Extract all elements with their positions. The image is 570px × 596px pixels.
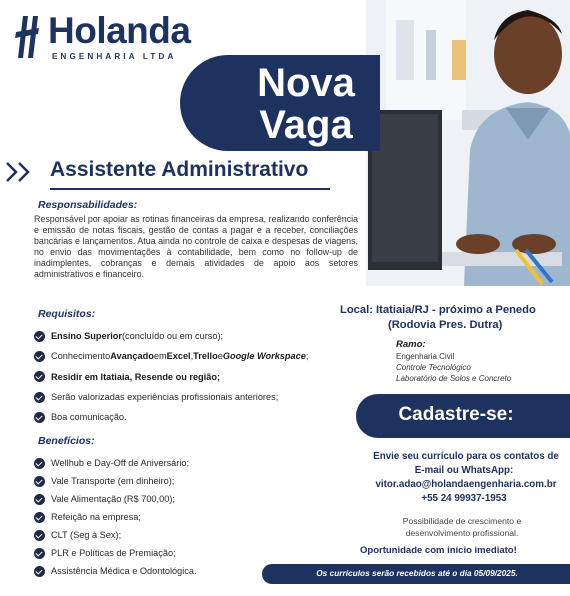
- item-text: em: [153, 351, 167, 362]
- check-icon: [34, 512, 45, 523]
- item-text: (concluído ou em curso);: [121, 331, 224, 342]
- location-line-2: (Rodovia Pres. Dutra): [388, 319, 503, 331]
- double-chevron-icon: [4, 160, 34, 184]
- contact-line-1: Envie seu currículo para os contatos de: [373, 451, 559, 462]
- badge-line-1: Nova: [257, 61, 355, 105]
- item-text: Boa comunicação.: [51, 412, 127, 423]
- item-bold: Avançado: [110, 351, 154, 362]
- check-icon: [34, 331, 45, 342]
- growth-line-1: Possibilidade de crescimento e: [402, 516, 522, 526]
- item-bold: Ensino Superior: [51, 331, 122, 342]
- check-icon: [34, 494, 45, 505]
- check-icon: [34, 566, 45, 577]
- item-text: e: [217, 351, 223, 362]
- sector-item: Engenharia Civil: [396, 352, 455, 361]
- contact-phone[interactable]: +55 24 99937-1953: [421, 493, 507, 504]
- responsibilities-heading: Responsabilidades:: [38, 199, 138, 211]
- new-vacancy-label: [236, 62, 376, 146]
- list-item: [34, 454, 197, 472]
- list-item: [34, 346, 308, 366]
- requirements-list: [34, 326, 308, 427]
- benefits-heading: Benefícios:: [38, 435, 95, 447]
- brand-subtitle: ENGENHARIA LTDA: [52, 52, 177, 61]
- sector-item: Controle Tecnológico: [396, 363, 471, 372]
- title-divider: [50, 188, 330, 190]
- list-item: [34, 508, 197, 526]
- list-item: [34, 544, 197, 562]
- growth-line-2: desenvolvimento profissional.: [405, 528, 519, 538]
- list-item: [34, 562, 197, 580]
- check-icon: [34, 412, 45, 423]
- item-bold: Excel: [166, 351, 191, 362]
- check-icon: [34, 548, 45, 559]
- location-line-1: Local: Itatiaia/RJ - próximo a Penedo: [340, 304, 536, 316]
- item-text: Refeição na empresa;: [51, 512, 141, 522]
- check-icon: [34, 351, 45, 362]
- sector-item: Laboratório de Solos e Concreto: [396, 374, 512, 383]
- list-item: [34, 526, 197, 544]
- item-text: Wellhub e Day-Off de Aniversário;: [51, 458, 190, 468]
- check-icon: [34, 392, 45, 403]
- item-text: Serão valorizadas experiências profissionais anteriores;: [51, 392, 279, 403]
- immediate-start-note: Oportunidade com início imediato!: [360, 545, 517, 556]
- check-icon: [34, 476, 45, 487]
- benefits-list: [34, 454, 197, 580]
- check-icon: [34, 458, 45, 469]
- holanda-logo-icon: [14, 14, 40, 60]
- register-label: Cadastre-se:: [398, 404, 514, 425]
- item-text: Vale Transporte (em dinheiro);: [51, 476, 175, 486]
- item-text: CLT (Seg à Sex);: [51, 530, 122, 540]
- list-item: [34, 472, 197, 490]
- item-text: ,: [190, 351, 194, 362]
- item-text: Assistência Médica e Odontológica.: [51, 566, 197, 576]
- item-bold: Google Workspace: [222, 351, 306, 362]
- item-bold: Residir em Itatiaia, Resende ou região;: [51, 371, 220, 382]
- sector-heading: Ramo:: [396, 339, 426, 350]
- check-icon: [34, 530, 45, 541]
- deadline-text: Os currículos serão recebidos até o dia 05/09/2025.: [316, 568, 518, 578]
- contact-line-2: E-mail ou WhatsApp:: [414, 465, 514, 476]
- job-title: Assistente Administrativo: [50, 158, 309, 181]
- item-text: Conhecimento: [51, 351, 111, 362]
- list-item: [34, 490, 197, 508]
- list-item: [34, 367, 308, 387]
- item-text: Vale Alimentação (R$ 700,00);: [51, 494, 175, 504]
- badge-line-2: Vaga: [259, 103, 353, 147]
- item-text: PLR e Políticas de Premiação;: [51, 548, 176, 558]
- item-text: ;: [305, 351, 309, 362]
- contact-email[interactable]: vitor.adao@holandaengenharia.com.br: [375, 479, 557, 490]
- item-bold: Trello: [193, 351, 218, 362]
- list-item: [34, 387, 308, 407]
- brand-name: Holanda: [48, 10, 191, 51]
- list-item: [34, 407, 308, 427]
- office-photo: [366, 0, 570, 286]
- check-icon: [34, 371, 45, 382]
- responsibilities-text: Responsável por apoiar as rotinas financeiras da empresa, realizando conferência e emissão de notas fiscais, gestão de contas a pagar e a receber, conciliações bancárias e lançamentos. Atua ainda no controle de caixa e despesas de viagens, no envio das movimentações à contabilidade, bem como no follow-up de inadimplentes, cobranças e demais atividades de apoio aos setores administrativos e financeiro.: [34, 214, 358, 279]
- list-item: [34, 326, 308, 346]
- requirements-heading: Requisitos:: [38, 308, 96, 320]
